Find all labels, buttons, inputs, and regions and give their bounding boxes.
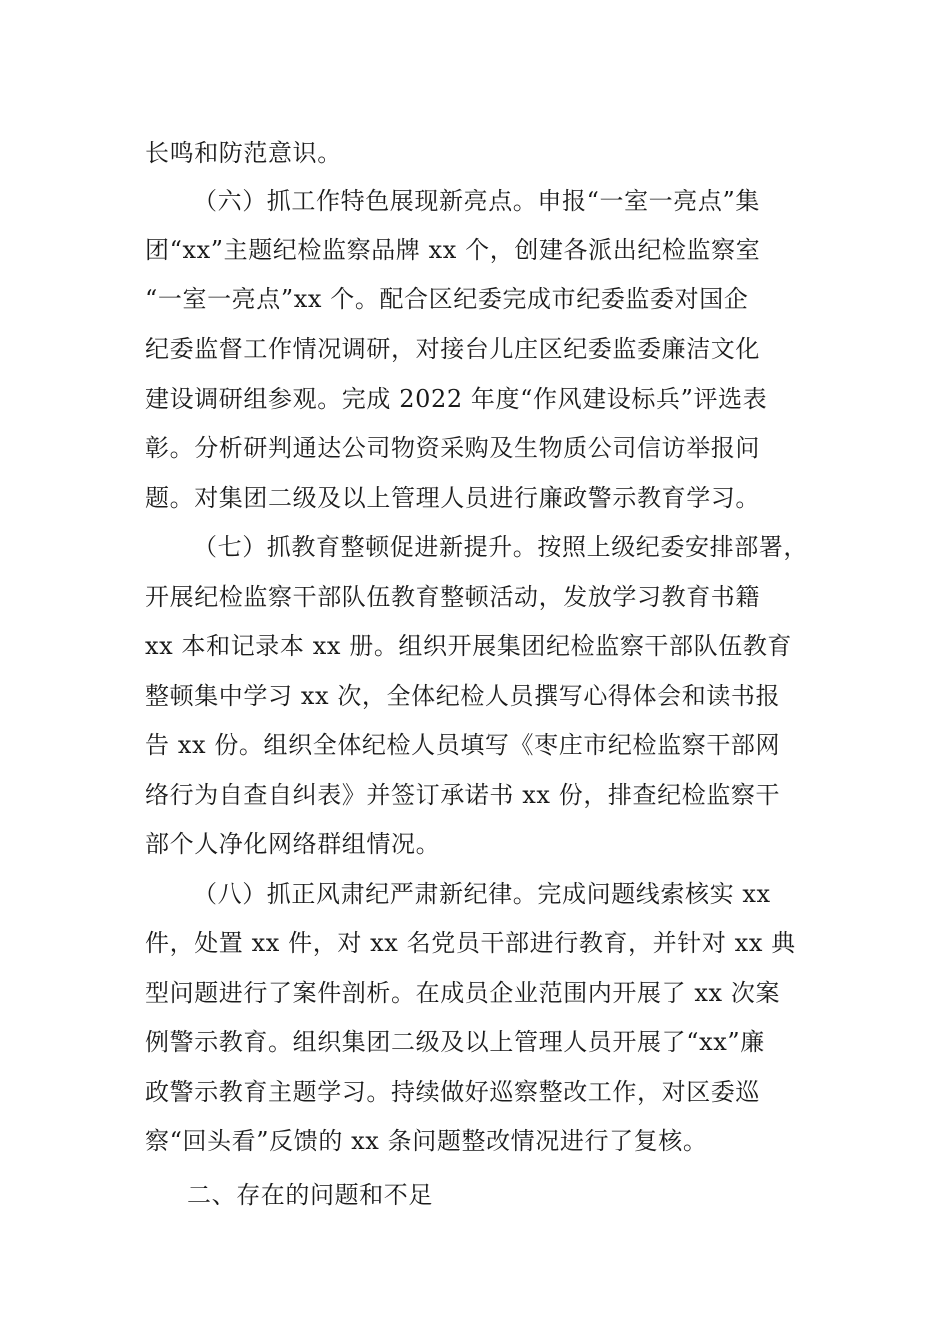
text-line-19: 例警示教育。组织集团二级及以上管理人员开展了“xx”廉: [145, 1028, 765, 1056]
text-line-15: 部个人净化网络群组情况。: [145, 830, 441, 858]
text-line-7: 彰。分析研判通达公司物资采购及生物质公司信访举报问: [145, 434, 760, 462]
section-heading: 二、存在的问题和不足: [187, 1181, 433, 1209]
text-line-20: 政警示教育主题学习。持续做好巡察整改工作，对区委巡: [145, 1078, 760, 1106]
text-line-12: 整顿集中学习 xx 次，全体纪检人员撰写心得体会和读书报: [145, 682, 781, 710]
text-line-13: 告 xx 份。组织全体纪检人员填写《枣庄市纪检监察干部网: [145, 731, 781, 759]
text-line-2: （六）抓工作特色展现新亮点。申报“一室一亮点”集: [193, 187, 760, 215]
text-line-9: （七）抓教育整顿促进新提升。按照上级纪委安排部署，: [193, 533, 808, 561]
text-line-14: 络行为自查自纠表》并签订承诺书 xx 份，排查纪检监察干: [145, 781, 781, 809]
text-line-18: 型问题进行了案件剖析。在成员企业范围内开展了 xx 次案: [145, 979, 781, 1007]
text-line-6: 建设调研组参观。完成 2022 年度“作风建设标兵”评选表: [145, 385, 768, 413]
text-line-21: 察“回头看”反馈的 xx 条问题整改情况进行了复核。: [145, 1127, 708, 1155]
text-line-10: 开展纪检监察干部队伍教育整顿活动，发放学习教育书籍: [145, 583, 760, 611]
text-line-16: （八）抓正风肃纪严肃新纪律。完成问题线索核实 xx: [193, 880, 771, 908]
text-line-1: 长鸣和防范意识。: [145, 139, 342, 167]
text-line-11: xx 本和记录本 xx 册。组织开展集团纪检监察干部队伍教育: [145, 632, 793, 660]
text-line-17: 件，处置 xx 件，对 xx 名党员干部进行教育，并针对 xx 典: [145, 929, 796, 957]
text-line-8: 题。对集团二级及以上管理人员进行廉政警示教育学习。: [145, 484, 760, 512]
text-line-3: 团“xx”主题纪检监察品牌 xx 个，创建各派出纪检监察室: [145, 236, 761, 264]
text-line-5: 纪委监督工作情况调研，对接台儿庄区纪委监委廉洁文化: [145, 335, 760, 363]
text-line-4: “一室一亮点”xx 个。配合区纪委完成市纪委监委对国企: [145, 285, 749, 313]
